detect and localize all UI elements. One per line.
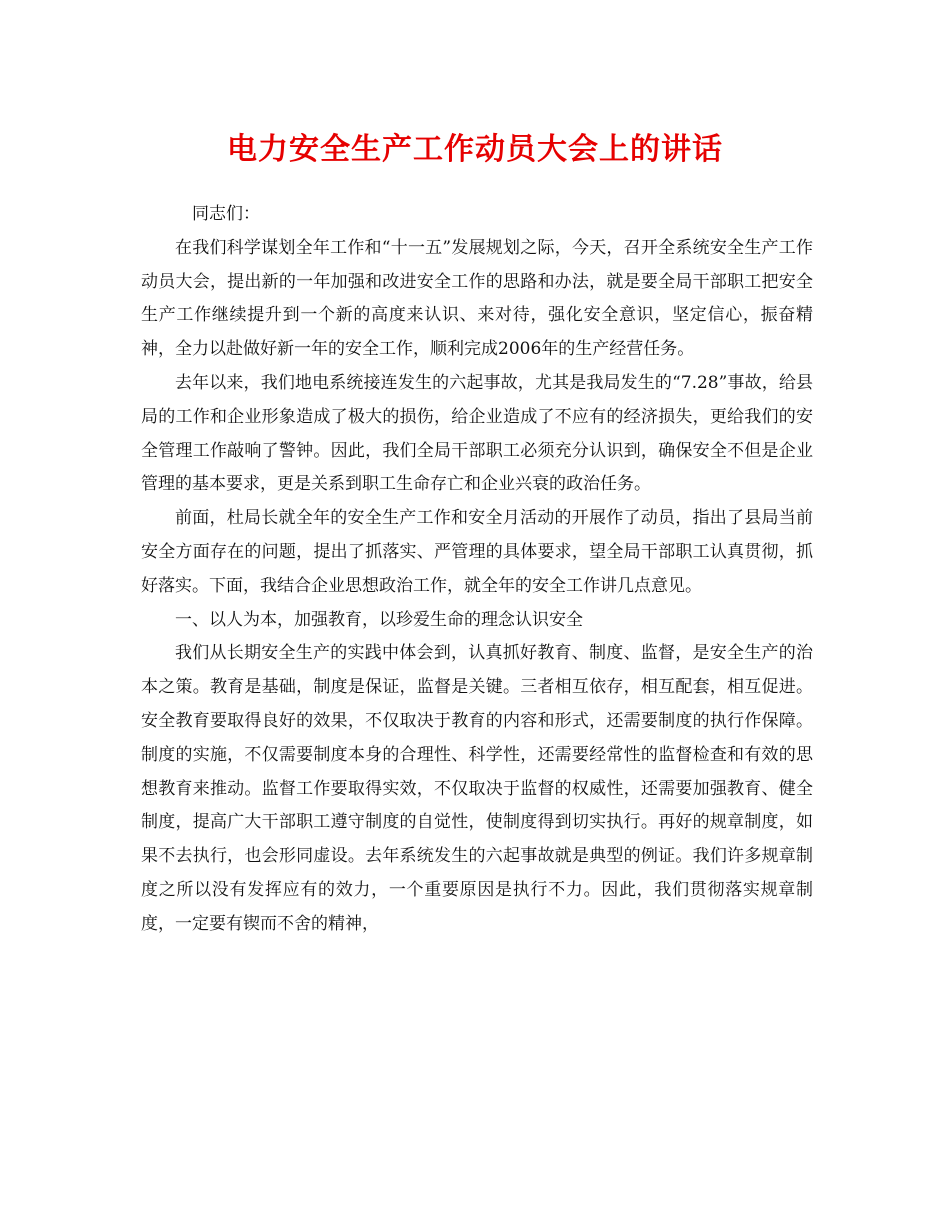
paragraph-4: 我们从长期安全生产的实践中体会到，认真抓好教育、制度、监督，是安全生产的治本之策。教育是基础，制度是保证，监督是关键。三者相互依存，相互配套，相互促进。安全教育要取得良好的效果，不仅取决于教育的内容和形式，还需要制度的执行作保障。制度的实施，不仅需要制度本身的合理性、科学性，还需要经常性的监督检查和有效的思想教育来推动。监督工作要取得实效，不仅取决于监督的权威性，还需要加强教育、健全制度，提高广大干部职工遵守制度的自觉性，使制度得到切实执行。再好的规章制度，如果不去执行，也会形同虚设。去年系统发生的六起事故就是典型的例证。我们许多规章制度之所以没有发挥应有的效力，一个重要原因是执行不力。因此，我们贯彻落实规章制度，一定要有锲而不舍的精神， bbox=[141, 643, 813, 934]
section-heading-1: 一、以人为本，加强教育，以珍爱生命的理念认识安全 bbox=[175, 609, 583, 630]
document-title: 电力安全生产工作动员大会上的讲话 bbox=[227, 132, 723, 167]
paragraph-2: 去年以来，我们地电系统接连发生的六起事故，尤其是我局发生的“7.28”事故，给县局的工作和企业形象造成了极大的损伤，给企业造成了不应有的经济损失，更给我们的安全管理工作敲响了警钟。因此，我们全局干部职工必须充分认识到，确保安全不但是企业管理的基本要求，更是关系到职工生命存亡和企业兴衰的政治任务。 bbox=[141, 372, 813, 495]
paragraph-1: 在我们科学谋划全年工作和“十一五”发展规划之际，今天，召开全系统安全生产工作动员大会，提出新的一年加强和改进安全工作的思路和办法，就是要全局干部职工把安全生产工作继续提升到一个新的高度来认识、来对待，强化安全意识，坚定信心，振奋精神，全力以赴做好新一年的安全工作，顺利完成2006年的生产经营任务。 bbox=[141, 237, 813, 360]
salutation: 同志们： bbox=[192, 204, 260, 224]
document-body bbox=[141, 198, 813, 942]
paragraph-3: 前面，杜局长就全年的安全生产工作和安全月活动的开展作了动员，指出了县局当前安全方面存在的问题，提出了抓落实、严管理的具体要求，望全局干部职工认真贯彻，抓好落实。下面，我结合企业思想政治工作，就全年的安全工作讲几点意见。 bbox=[141, 508, 813, 596]
